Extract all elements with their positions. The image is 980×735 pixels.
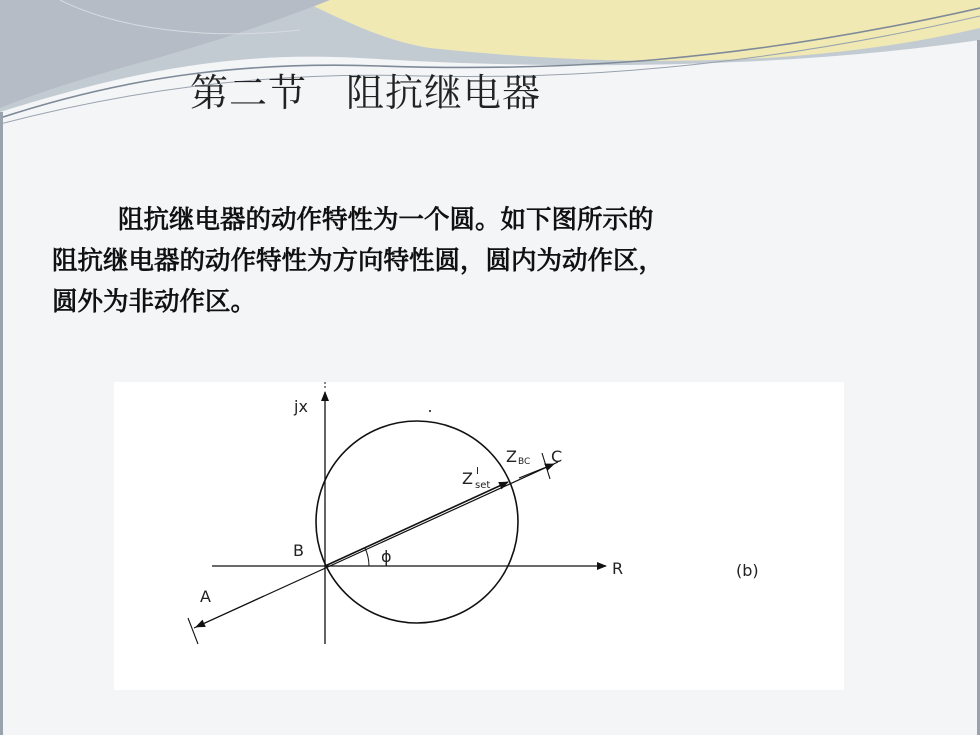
small-dot [429, 410, 431, 412]
z-bc-label [506, 447, 530, 467]
paragraph-line-3: 圆外为非动作区。 [52, 287, 257, 317]
z-bc-main: Z [506, 447, 517, 466]
origin-label-b: B [293, 541, 304, 560]
z-bc-sub: BC [518, 457, 531, 467]
r-axis-label: R [612, 559, 624, 578]
panel-label: (b) [736, 561, 759, 580]
z-set-sup: I [476, 466, 479, 477]
z-set-main: Z [462, 469, 473, 488]
angle-phi-label: ϕ [381, 547, 392, 566]
slide-paragraph [52, 200, 852, 323]
tick-a [188, 618, 198, 644]
paragraph-line-1: 阻抗继电器的动作特性为一个圆。如下图所示的 [118, 205, 654, 235]
impedance-diagram-svg [114, 382, 844, 690]
z-set-sub: set [475, 480, 491, 491]
z-set-vector [325, 482, 508, 566]
impedance-circle-figure [114, 382, 844, 690]
characteristic-circle [316, 421, 518, 623]
point-c-label: C [551, 447, 563, 466]
jx-axis-label: jx [294, 397, 308, 416]
angle-arc [365, 548, 369, 566]
point-a-label: A [200, 587, 211, 606]
z-set-label [462, 466, 490, 491]
paragraph-line-2: 阻抗继电器的动作特性为方向特性圆，圆内为动作区， [52, 246, 665, 276]
slide-title: 第二节 阻抗继电器 [190, 71, 542, 115]
